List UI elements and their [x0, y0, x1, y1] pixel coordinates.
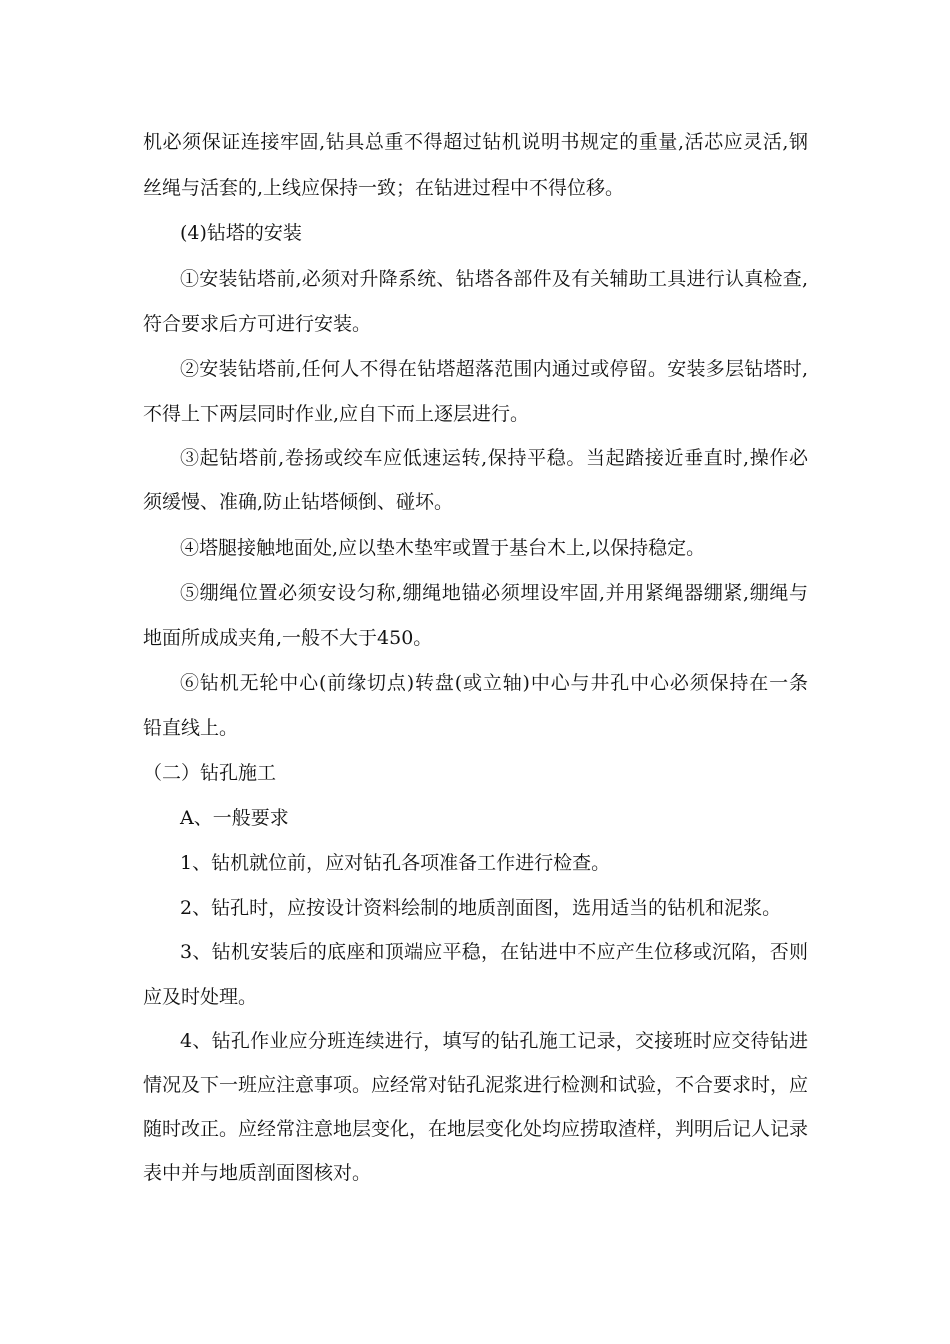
paragraph-line: 符合要求后方可进行安装。 [143, 313, 372, 335]
paragraph-line: 4、钻孔作业应分班连续进行，填写的钻孔施工记录，交接班时应交待钻进 [180, 1030, 808, 1052]
section-heading: (4)钻塔的安装 [180, 222, 302, 244]
paragraph-line: 机必须保证连接牢固,钻具总重不得超过钻机说明书规定的重量,活芯应灵活,钢 [143, 131, 808, 153]
paragraph-line: 地面所成成夹角,一般不大于450。 [143, 627, 433, 649]
paragraph-line: ②安装钻塔前,任何人不得在钻塔超落范围内通过或停留。安装多层钻塔时, [180, 358, 808, 380]
paragraph-line: 不得上下两层同时作业,应自下而上逐层进行。 [143, 403, 530, 425]
subsection-heading: A、一般要求 [180, 807, 289, 829]
paragraph-line: 情况及下一班应注意事项。应经常对钻孔泥浆进行检测和试验，不合要求时，应 [143, 1074, 809, 1096]
paragraph-line: 随时改正。应经常注意地层变化，在地层变化处均应捞取渣样，判明后记人记录 [143, 1118, 809, 1140]
paragraph-line: 须缓慢、准确,防止钻塔倾倒、碰坏。 [143, 491, 454, 513]
paragraph-line: 1、钻机就位前，应对钻孔各项准备工作进行检查。 [180, 852, 611, 874]
paragraph-line: 丝绳与活套的,上线应保持一致；在钻进过程中不得位移。 [143, 177, 625, 199]
paragraph-line: 应及时处理。 [143, 986, 258, 1008]
paragraph-line: ④塔腿接触地面处,应以垫木垫牢或置于基台木上,以保持稳定。 [180, 537, 706, 559]
paragraph-line: 铅直线上。 [143, 717, 239, 739]
paragraph-line: 3、钻机安装后的底座和顶端应平稳，在钻进中不应产生位移或沉陷，否则 [180, 941, 808, 963]
paragraph-line: ①安装钻塔前,必须对升降系统、钻塔各部件及有关辅助工具进行认真检查, [180, 268, 808, 290]
paragraph-line: ⑤绷绳位置必须安设匀称,绷绳地锚必须埋设牢固,并用紧绳器绷紧,绷绳与 [180, 582, 808, 604]
paragraph-line: ⑥钻机无轮中心(前缘切点)转盘(或立轴)中心与井孔中心必须保持在一条 [180, 672, 808, 694]
paragraph-line: 表中并与地质剖面图核对。 [143, 1162, 372, 1184]
paragraph-line: 2、钻孔时，应按设计资料绘制的地质剖面图，选用适当的钻机和泥浆。 [180, 897, 782, 919]
section-heading: （二）钻孔施工 [143, 762, 277, 784]
paragraph-line: ③起钻塔前,卷扬或绞车应低速运转,保持平稳。当起踏接近垂直时,操作必 [180, 447, 808, 469]
